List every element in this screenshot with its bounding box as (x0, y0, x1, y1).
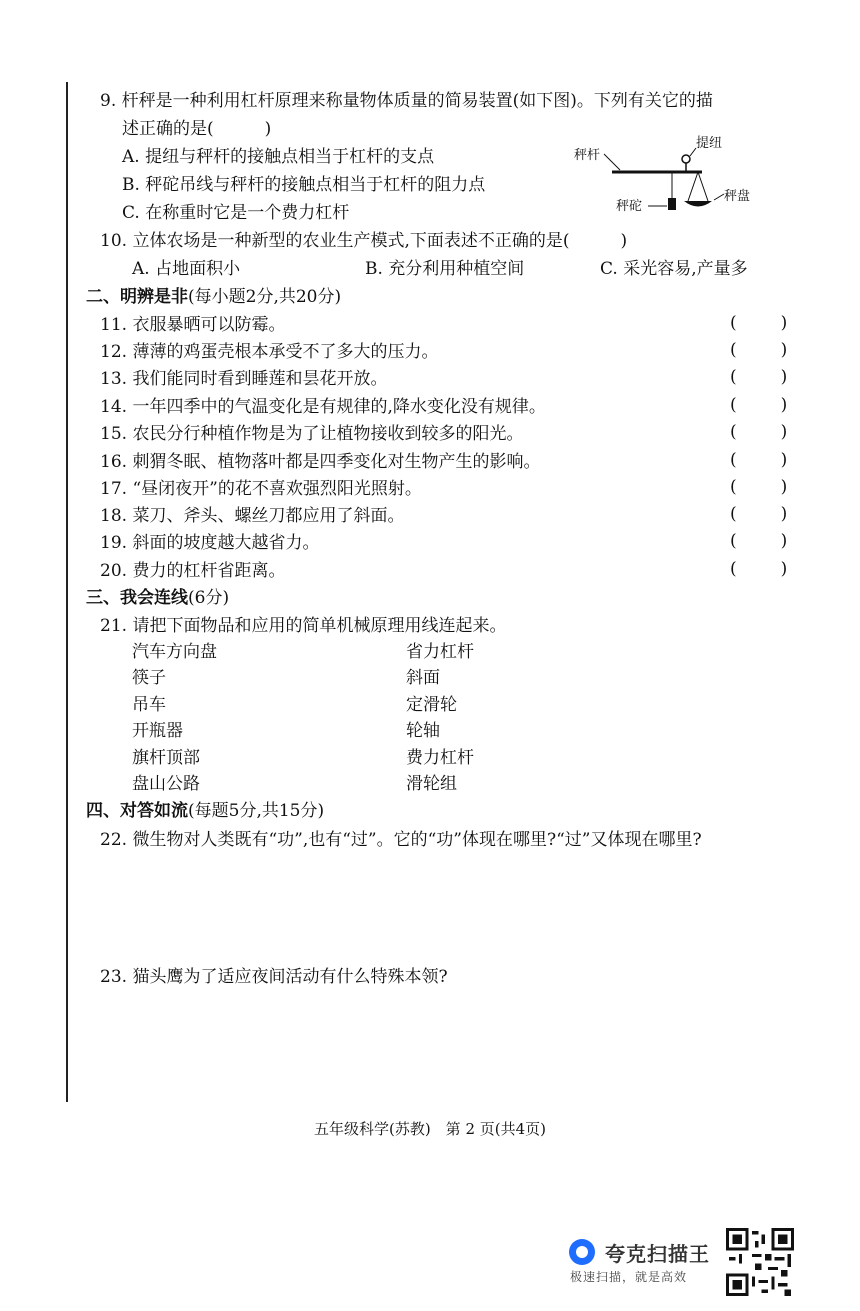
answer-paren-14: () (730, 395, 832, 415)
label-knob: 提纽 (696, 136, 723, 151)
label-pan: 秤盘 (724, 189, 751, 204)
question-9-option-b: B. 秤砣吊线与秤杆的接触点相当于杠杆的阻力点 (122, 175, 486, 195)
question-21: 21. 请把下面物品和应用的简单机械原理用线连起来。 (100, 616, 507, 636)
match-left-item: 盘山公路 (132, 774, 200, 794)
true-false-item: 11. 衣服暴晒可以防霉。 (100, 315, 286, 335)
answer-paren-19: () (730, 531, 832, 551)
binding-margin-line (66, 82, 68, 1102)
true-false-item: 15. 农民分行种植作物是为了让植物接收到较多的阳光。 (100, 424, 524, 444)
answer-paren-20: () (730, 559, 832, 579)
answer-paren-16: () (730, 450, 832, 470)
label-rod: 秤杆 (574, 148, 601, 163)
answer-paren-11: () (730, 313, 832, 333)
section-2-note: (每小题2分,共20分) (188, 287, 342, 307)
question-10-option-a: A. 占地面积小 (132, 259, 241, 279)
section-4-heading (86, 799, 324, 823)
match-left-item: 开瓶器 (132, 721, 183, 741)
question-10: 10. 立体农场是一种新型的农业生产模式,下面表述不正确的是( ) (100, 231, 628, 251)
answer-paren-17: () (730, 477, 832, 497)
true-false-item: 16. 刺猬冬眠、植物落叶都是四季变化对生物产生的影响。 (100, 452, 541, 472)
answer-paren-13: () (730, 367, 832, 387)
section-4-note: (每题5分,共15分) (188, 801, 325, 821)
question-22: 22. 微生物对人类既有“功”,也有“过”。它的“功”体现在哪里?“过”又体现在哪里? (100, 830, 702, 850)
steelyard-diagram (568, 126, 778, 226)
qr-code-icon (726, 1228, 794, 1296)
scanner-watermark (567, 1232, 717, 1290)
page-footer: 五年级科学(苏教) 第 2 页(共4页) (313, 1120, 547, 1138)
match-left-item: 吊车 (132, 695, 166, 715)
label-weight: 秤砣 (616, 199, 643, 214)
section-3-title: 三、我会连线 (86, 588, 188, 608)
true-false-item: 20. 费力的杠杆省距离。 (100, 561, 286, 581)
section-4-title: 四、对答如流 (86, 801, 188, 821)
true-false-item: 14. 一年四季中的气温变化是有规律的,降水变化没有规律。 (100, 397, 546, 417)
match-right-item: 省力杠杆 (406, 642, 474, 662)
match-right-item: 费力杠杆 (406, 748, 474, 768)
answer-paren-12: () (730, 340, 832, 360)
question-9-option-a: A. 提纽与秤杆的接触点相当于杠杆的支点 (122, 147, 435, 167)
match-left-item: 筷子 (132, 668, 166, 688)
true-false-item: 17. “昼闭夜开”的花不喜欢强烈阳光照射。 (100, 479, 422, 499)
section-2-title: 二、明辨是非 (86, 287, 188, 307)
watermark-subtitle: 极速扫描，就是高效 (570, 1270, 688, 1284)
question-23: 23. 猫头鹰为了适应夜间活动有什么特殊本领? (100, 967, 448, 987)
match-left-item: 汽车方向盘 (132, 642, 217, 662)
match-right-item: 斜面 (406, 668, 440, 688)
true-false-item: 19. 斜面的坡度越大越省力。 (100, 533, 320, 553)
answer-paren-15: () (730, 422, 832, 442)
match-right-item: 轮轴 (406, 721, 440, 741)
question-10-option-c: C. 采光容易,产量多 (600, 259, 748, 279)
match-right-item: 滑轮组 (406, 774, 457, 794)
section-2-heading (86, 285, 341, 309)
watermark-title: 夸克扫描王 (605, 1242, 710, 1266)
true-false-item: 18. 菜刀、斧头、螺丝刀都应用了斜面。 (100, 506, 405, 526)
question-9-line1: 9. 杆秤是一种利用杠杆原理来称量物体质量的简易装置(如下图)。下列有关它的描 (100, 91, 713, 111)
section-3-heading (86, 586, 229, 610)
question-9-line2: 述正确的是( ) (122, 119, 272, 139)
match-right-item: 定滑轮 (406, 695, 457, 715)
section-3-note: (6分) (188, 588, 230, 608)
question-10-option-b: B. 充分利用种植空间 (365, 259, 525, 279)
match-left-item: 旗杆顶部 (132, 748, 200, 768)
scanner-logo-icon (569, 1239, 595, 1265)
question-9-option-c: C. 在称重时它是一个费力杠杆 (122, 203, 350, 223)
answer-paren-18: () (730, 504, 832, 524)
true-false-item: 12. 薄薄的鸡蛋壳根本承受不了多大的压力。 (100, 342, 439, 362)
true-false-item: 13. 我们能同时看到睡莲和昙花开放。 (100, 369, 388, 389)
